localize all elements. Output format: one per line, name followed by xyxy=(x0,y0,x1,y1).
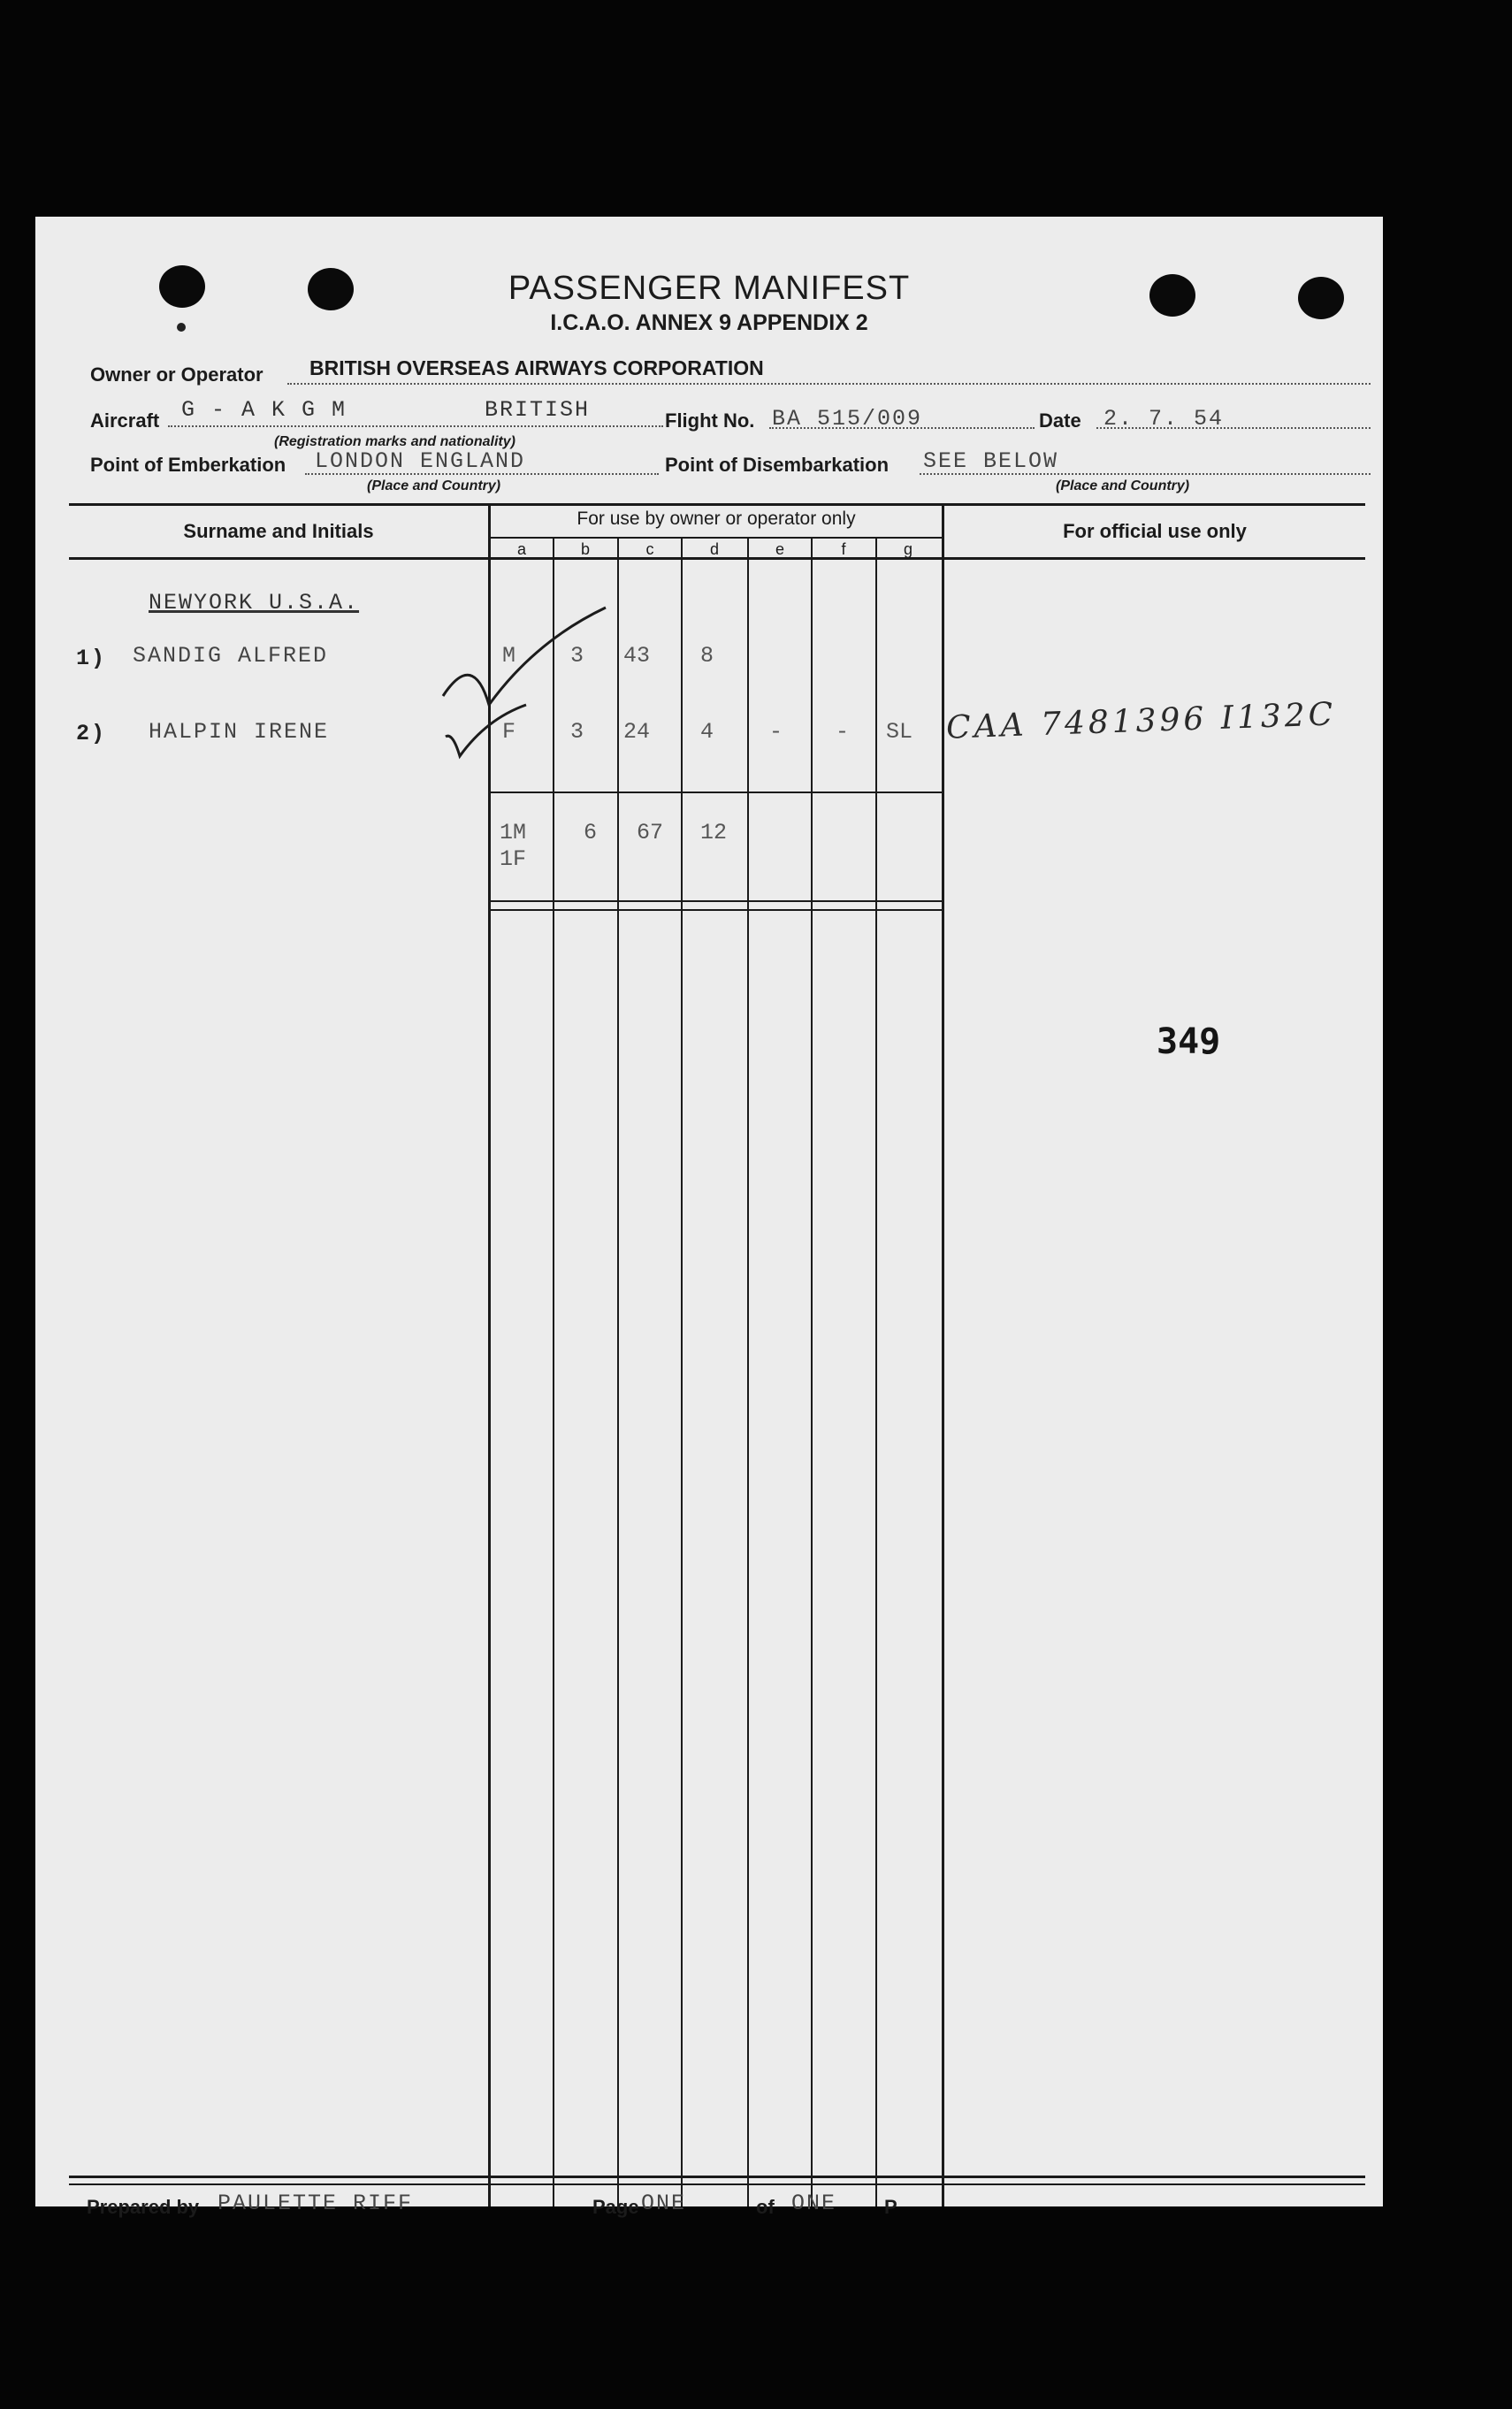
total-d: 12 xyxy=(700,820,728,845)
cell-c: 43 xyxy=(623,643,651,669)
aircraft-value: G - A K G M xyxy=(181,397,347,423)
check-mark-icon xyxy=(438,597,615,712)
cell-d: 8 xyxy=(700,643,714,669)
col-g-divider xyxy=(875,538,877,2206)
embarkation-label: Point of Emberkation xyxy=(90,454,286,476)
document-subtitle: I.C.A.O. ANNEX 9 APPENDIX 2 xyxy=(550,310,868,335)
passenger-name: SANDIG ALFRED xyxy=(133,643,329,669)
page-label: Page xyxy=(592,2196,639,2218)
cell-c: 24 xyxy=(623,719,651,745)
cell-d: 4 xyxy=(700,719,714,745)
prepared-value: PAULETTE RIFF xyxy=(218,2191,414,2216)
owner-label: Owner or Operator xyxy=(90,363,263,386)
date-label: Date xyxy=(1039,409,1081,432)
total-c: 67 xyxy=(637,820,664,845)
aircraft-nationality: BRITISH xyxy=(485,397,591,423)
sub-col-g: g xyxy=(903,540,913,558)
aircraft-dots xyxy=(168,425,663,427)
totals-bottom-rule-2 xyxy=(491,909,943,911)
document-title: PASSENGER MANIFEST xyxy=(508,270,911,307)
disembarkation-label: Point of Disembarkation xyxy=(665,454,890,476)
official-use-header: For official use only xyxy=(1063,520,1247,542)
cell-g: SL xyxy=(886,719,913,745)
total-a1: 1M xyxy=(500,820,527,845)
cell-f: - xyxy=(836,719,850,745)
page-stamp-number: 349 xyxy=(1157,1021,1221,1062)
check-mark-icon xyxy=(442,701,531,763)
flight-value: BA 515/009 xyxy=(772,406,923,432)
embarkation-dots xyxy=(305,473,659,475)
flight-label: Flight No. xyxy=(665,409,755,432)
col-b-divider xyxy=(553,538,554,2206)
owner-value: BRITISH OVERSEAS AIRWAYS CORPORATION xyxy=(309,356,764,379)
official-divider xyxy=(942,504,944,2206)
destination-heading: NEWYORK U.S.A. xyxy=(149,590,360,616)
cell-a: F xyxy=(502,719,516,745)
owner-use-header: For use by owner or operator only xyxy=(577,509,856,529)
footer-rule-2 xyxy=(69,2183,1365,2185)
sub-col-a: a xyxy=(516,540,526,558)
owner-dots xyxy=(287,383,1371,385)
table-top-rule xyxy=(69,503,1365,506)
surname-header: Surname and Initials xyxy=(183,520,374,542)
cell-e: - xyxy=(769,719,783,745)
sub-col-c: c xyxy=(645,540,654,558)
footer-trailing: P xyxy=(884,2196,897,2218)
col-f-divider xyxy=(811,538,813,2206)
col-d-divider xyxy=(681,538,683,2206)
sub-col-b: b xyxy=(580,540,590,558)
place-note-right: (Place and Country) xyxy=(1056,478,1190,493)
cell-b: 3 xyxy=(570,719,584,745)
row-number: 2) xyxy=(76,721,107,746)
page-value: ONE xyxy=(641,2191,687,2216)
sub-col-e: e xyxy=(775,540,784,558)
of-value: ONE xyxy=(791,2191,837,2216)
official-handwritten-note: CAA 7481396 I132C xyxy=(945,696,1337,746)
footer-rule xyxy=(69,2176,1365,2178)
row-number: 1) xyxy=(76,646,107,671)
col-c-divider xyxy=(617,538,619,2206)
embarkation-value: LONDON ENGLAND xyxy=(315,448,526,474)
date-dots xyxy=(1096,427,1371,429)
passenger-name: HALPIN IRENE xyxy=(149,719,330,745)
registration-note: (Registration marks and nationality) xyxy=(274,434,515,449)
col-e-divider xyxy=(747,538,749,2206)
disembarkation-value: SEE BELOW xyxy=(923,448,1059,474)
totals-bottom-rule xyxy=(491,900,943,902)
totals-top-rule xyxy=(491,792,943,793)
cell-a: M xyxy=(502,643,516,669)
total-b: 6 xyxy=(584,820,598,845)
of-label: of xyxy=(756,2196,775,2218)
total-a2: 1F xyxy=(500,846,527,872)
prepared-label: Prepared by xyxy=(87,2196,200,2218)
date-value: 2. 7. 54 xyxy=(1103,406,1225,432)
cell-b: 3 xyxy=(570,643,584,669)
sub-col-f: f xyxy=(841,540,846,558)
aircraft-label: Aircraft xyxy=(90,409,160,432)
flight-dots xyxy=(769,427,1035,429)
disembarkation-dots xyxy=(920,473,1371,475)
sub-col-d: d xyxy=(709,540,719,558)
place-note: (Place and Country) xyxy=(367,478,501,493)
manifest-page xyxy=(35,217,1383,2218)
